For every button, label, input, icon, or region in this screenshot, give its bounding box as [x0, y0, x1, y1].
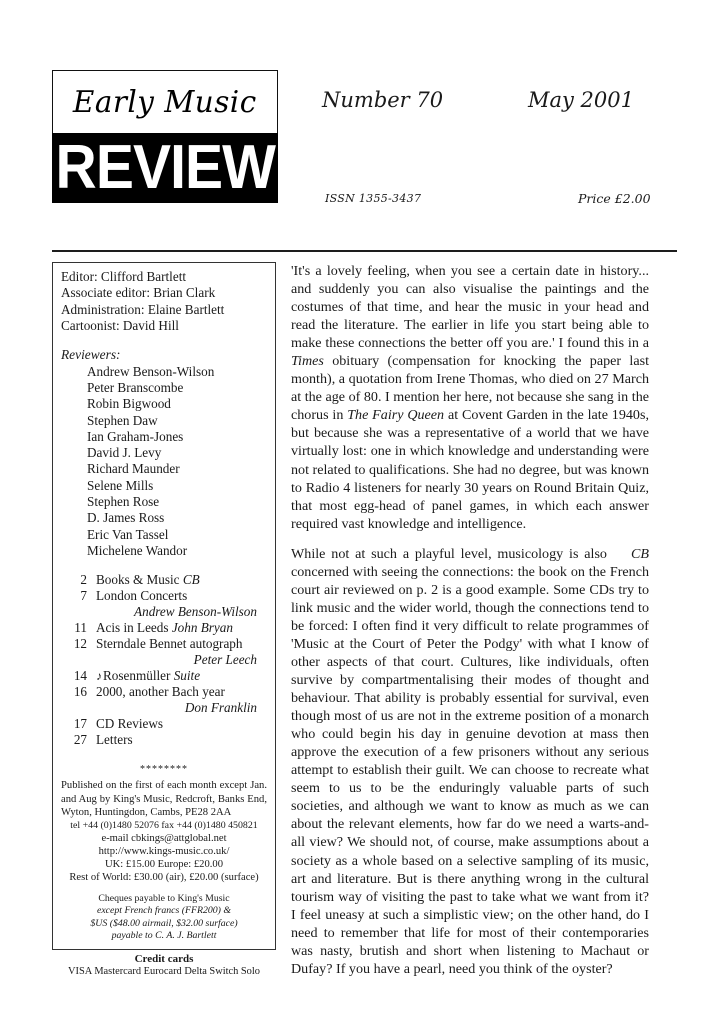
reviewer-item: Stephen Daw	[87, 412, 158, 428]
toc-entry-title: Acis in Leeds John Bryan	[96, 620, 233, 636]
publisher-website: http://www.kings-music.co.uk/	[98, 845, 230, 857]
staff-editor: Editor: Clifford Bartlett	[61, 269, 187, 284]
toc-page-number: 16	[73, 684, 87, 700]
editorial-signature: CB	[630, 545, 649, 562]
sidebar-info-box	[52, 262, 276, 978]
reviewer-item: David J. Levy	[87, 445, 162, 461]
toc-entry[interactable]	[61, 684, 267, 700]
toc-entry[interactable]	[61, 716, 267, 732]
masthead-title: Early Music	[73, 84, 257, 120]
editorial-column	[291, 262, 649, 990]
header-divider-rule	[52, 250, 677, 252]
masthead-title-box	[52, 70, 278, 133]
staff-cartoonist: Cartoonist: David Hill	[61, 318, 179, 334]
toc-entry[interactable]	[61, 732, 267, 748]
toc-page-number: 2	[80, 572, 87, 588]
reviewer-item: Richard Maunder	[87, 461, 180, 477]
toc-entry[interactable]	[61, 588, 267, 604]
reviewer-item: Peter Branscombe	[87, 379, 184, 395]
toc-entry-title: Books & Music CB	[96, 572, 200, 588]
masthead-subtitle-box	[52, 133, 278, 203]
cheques-exception-2: $US ($48.00 airmail, $32.00 surface)	[90, 917, 238, 929]
payment-info	[61, 893, 267, 942]
toc-page-number: 7	[80, 588, 87, 604]
cheques-exception-1: except French francs (FFR200) &	[96, 905, 232, 917]
toc-page-number: 17	[73, 715, 87, 731]
toc-page-number: 12	[73, 636, 87, 652]
issue-date: May 2001	[528, 88, 635, 112]
reviewer-item: Selene Mills	[87, 477, 154, 493]
publication-info	[61, 779, 267, 884]
toc-entry-author: Andrew Benson-Wilson	[134, 603, 257, 619]
toc-entry-title: CD Reviews	[96, 715, 164, 731]
credit-cards-list: VISA Mastercard Eurocard Delta Switch Solo	[68, 966, 260, 978]
staff-administration: Administration: Elaine Bartlett	[61, 301, 225, 317]
publisher-address: Published on the first of each month except Jan. and Aug by King's Music, Redcroft, Banks End, Wyton, Huntingdon, Cambs, PE28 2AA	[61, 780, 267, 818]
cover-price: Price £2.00	[578, 191, 651, 206]
table-of-contents	[61, 572, 267, 748]
toc-entry-title: 2000, another Bach year	[96, 684, 225, 700]
toc-entry-author: Don Franklin	[184, 699, 257, 715]
masthead-subtitle: REVIEW	[55, 133, 275, 202]
toc-entry[interactable]	[61, 620, 267, 636]
staff-associate-editor: Associate editor: Brian Clark	[61, 285, 216, 301]
reviewer-item: Andrew Benson-Wilson	[87, 363, 215, 379]
toc-page-number: 11	[74, 620, 87, 636]
subscription-rates-world: Rest of World: £30.00 (air), £20.00 (surface)	[69, 872, 259, 884]
reviewer-item: D. James Ross	[87, 510, 165, 526]
toc-entry-author: Peter Leech	[193, 651, 257, 667]
toc-page-number: 27	[73, 732, 87, 748]
toc-page-number: 14	[73, 667, 87, 683]
music-note-icon: ♪	[96, 668, 102, 683]
staff-list	[61, 269, 267, 335]
publisher-email: e-mail cbkings@attglobal.net	[101, 832, 227, 844]
publisher-phone-fax: tel +44 (0)1480 52076 fax +44 (0)1480 450821	[70, 819, 258, 831]
reviewers-list	[61, 364, 267, 560]
issn-code: ISSN 1355-3437	[325, 192, 422, 205]
reviewer-item: Robin Bigwood	[87, 396, 171, 412]
editorial-paragraph-2: CB While not at such a playful level, musicology is also concerned with seeing the connections: the book on the French court air reviewed on p. 2 is a good example. Some CDs try to link music and the wider world, though the connections tend to be forced: I often find it very difficult to relate programmes of 'Music at the Court of Peter the Podgy' with what I know of other aspects of that court. Cultures, like individuals, often survive by compartmentalising their modes of thought and behaviour. That ability is probably essential for survival, even though most of us are not in the extreme position of a monarch who could begin his day in genuine devotion at mass then approve the execution of a few prisoners without any serious attempt to establish their guilt. We can choose to recreate what seem to us to be the enduringly valuable parts of such societies, and although we want to know as much as we can about the relevant elements, how far do we need a warts-and-all view? We should not, of course, make assumptions about a society as a whole based on a selective sampling of its music, art and literature. But is there anything wrong in the cultural tourism way of visiting the past to take what we want from it? I feel uneasy at such a simplistic view; on the other hand, do I need to remember that life for most of their contemporaries was nasty, brutish and short when listening to Machaut or Dufay? If you have a pearl, need you think of the oyster?	[291, 545, 649, 977]
masthead-logo	[52, 70, 278, 207]
credit-cards-heading: Credit cards	[134, 953, 194, 966]
toc-entry-title: London Concerts	[96, 588, 188, 604]
editorial-paragraph-1: 'It's a lovely feeling, when you see a certain date in history... and suddenly you can also visualise the paintings and the costumes of that time, and hear the music in your head and read the literature. The earlier in life you start being able to make these connections the better off you are.' I found this in a Times obituary (compensation for knocking the paper last month), a quotation from Irene Thomas, who died on 27 March at the age of 80. I mention her here, not because she sang in the chorus in The Fairy Queen at Covent Garden in the late 1940s, but because she was a representative of a world that we have virtually lost: one in which knowledge and understanding were not related to qualifications. She had no degree, but was known to Radio 4 listeners for nearly 30 years on Round Britain Quiz, that most egg-head of panel games, in which each answer required vast knowledge and intelligence.	[291, 263, 649, 532]
toc-entry-title: Letters	[96, 732, 133, 748]
toc-entry[interactable]	[61, 668, 267, 684]
reviewer-item: Ian Graham-Jones	[87, 428, 184, 444]
asterisk-divider: ********	[140, 764, 188, 776]
reviewer-item: Eric Van Tassel	[87, 526, 169, 542]
toc-entry[interactable]	[61, 572, 267, 588]
toc-entry-title: ♪Rosenmüller Suite	[96, 667, 201, 683]
issue-number: Number 70	[322, 88, 444, 112]
subscription-rates-uk-europe: UK: £15.00 Europe: £20.00	[105, 859, 223, 871]
reviewer-item: Stephen Rose	[87, 494, 160, 509]
toc-entry[interactable]	[61, 636, 267, 652]
reviewers-heading: Reviewers:	[61, 346, 121, 362]
reviewer-item: Michelene Wandor	[87, 542, 188, 558]
toc-entry-title: Sterndale Bennet autograph	[96, 636, 243, 652]
cheques-payee: payable to C. A. J. Bartlett	[111, 929, 217, 941]
cheques-payable: Cheques payable to King's Music	[98, 893, 230, 905]
